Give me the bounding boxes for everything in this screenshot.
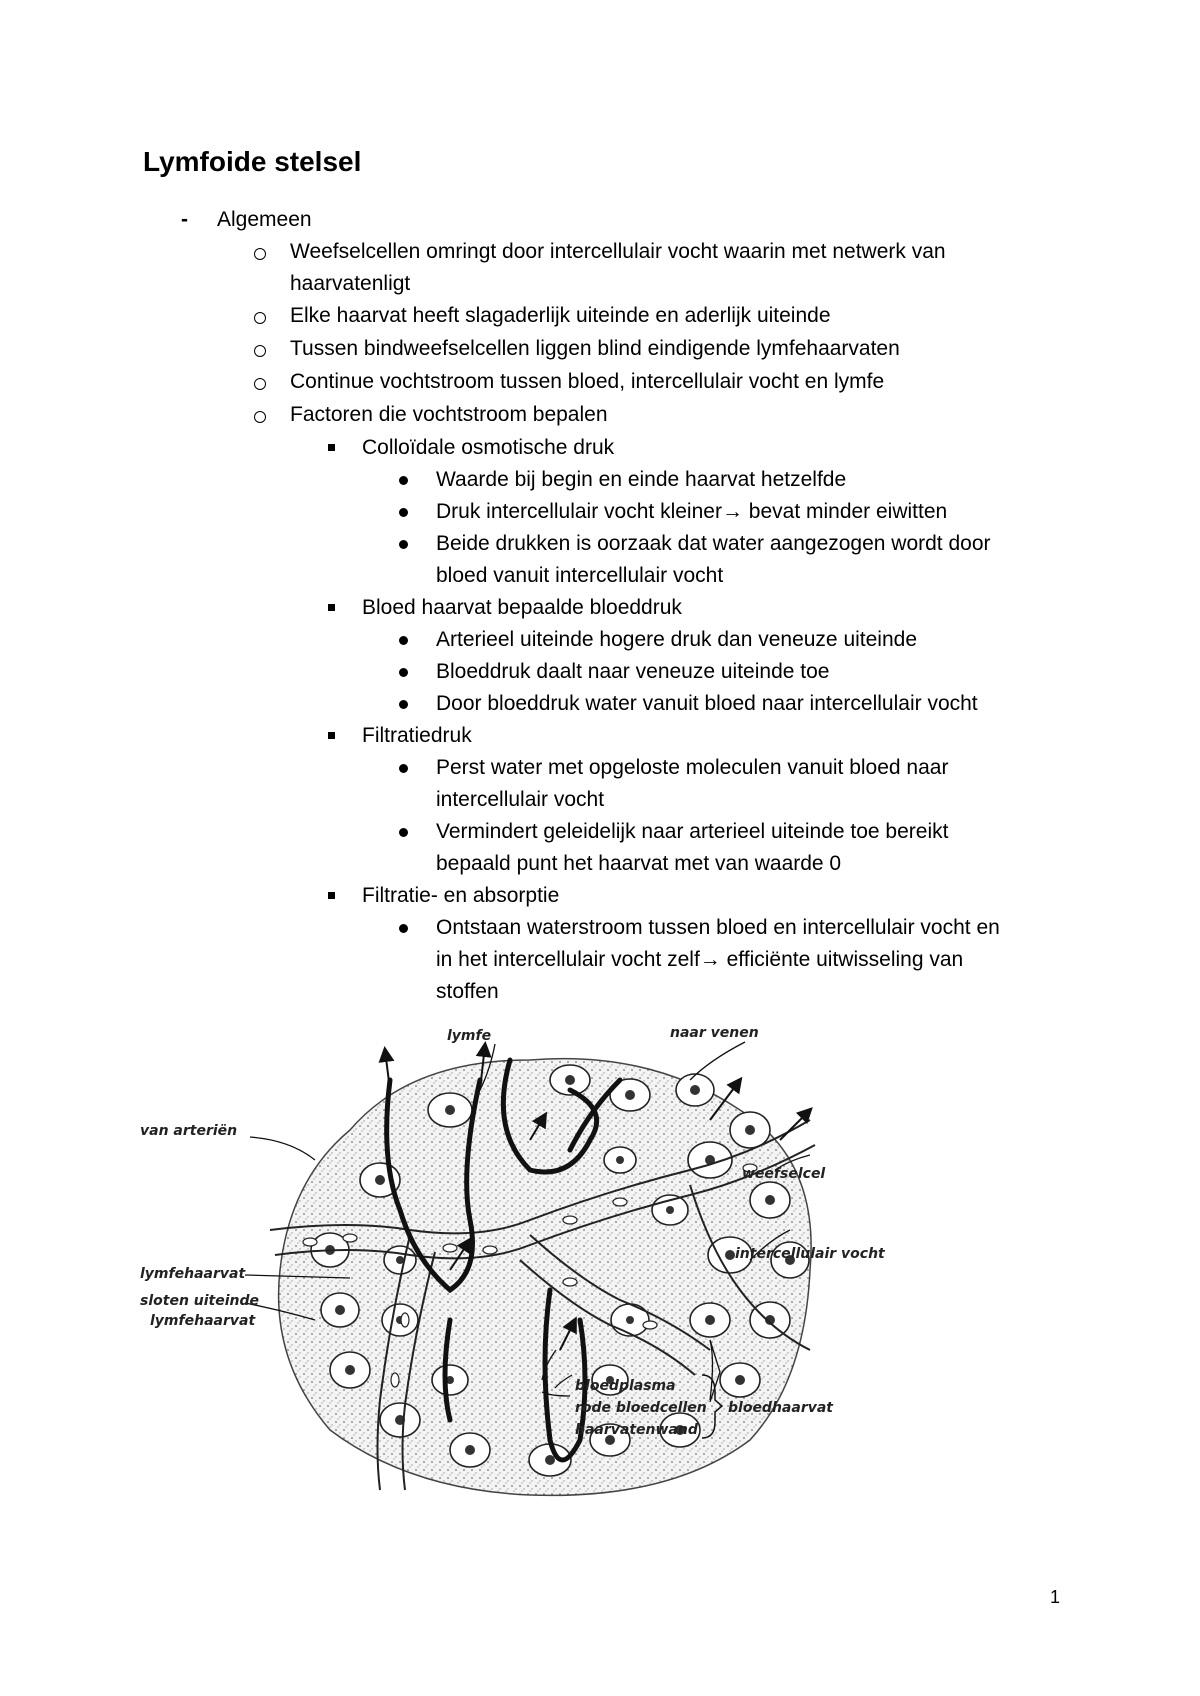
bullet-circle [254,248,266,260]
bullet-circle [254,345,266,357]
label-van-arterien: van arteriën [140,1123,238,1139]
bullet-text: Weefselcellen omringt door intercellulair vocht waarin met netwerk van [290,240,946,263]
bullet-text: Tussen bindweefselcellen liggen blind eindigende lymfehaarvaten [290,337,900,360]
item-text: Druk intercellulair vocht kleiner→ bevat minder eiwitten [436,500,948,523]
item-text: Bloeddruk daalt naar veneuze uiteinde toe [436,660,830,683]
page-number: 1 [1050,1587,1061,1607]
label-naar-venen: naar venen [670,1025,759,1041]
bullet-circle [254,378,266,390]
label-haarvatenwand: haarvatenwand [575,1422,698,1438]
item-text: Vermindert geleidelijk naar arterieel uiteinde toe bereikt [436,820,949,843]
item-text: Arterieel uiteinde hogere druk dan veneuze uiteinde [436,628,918,651]
label-lymfehaarvat: lymfehaarvat [140,1266,246,1282]
bullet-text: Continue vochtstroom tussen bloed, intercellulair vocht en lymfe [290,370,885,393]
item-text: intercellulair vocht [436,788,605,811]
round-bullet [399,924,408,933]
round-bullet [399,828,408,837]
bullet-circle [254,411,266,423]
factor-label: Filtratie- en absorptie [362,884,560,907]
square-bullet [328,444,335,451]
label-intercellulair-vocht: intercellulair vocht [735,1246,885,1262]
item-text: Ontstaan waterstroom tussen bloed en intercellulair vocht en [436,916,1000,939]
round-bullet [399,636,408,645]
square-bullet [328,604,335,611]
item-text: Perst water met opgeloste moleculen vanuit bloed naar [436,756,949,779]
square-bullet [328,892,335,899]
label-gesloten-lymfehaarvat: lymfehaarvat [150,1313,256,1329]
label-rode-bloedcellen: rode bloedcellen [575,1400,707,1416]
item-text: Beide drukken is oorzaak dat water aangezogen wordt door [436,532,991,555]
section-dash: - [181,208,188,231]
item-text: Door bloeddruk water vanuit bloed naar intercellulair vocht [436,692,978,715]
round-bullet [399,700,408,709]
label-bloedhaarvat: bloedhaarvat [728,1400,833,1416]
item-text: stoffen [436,980,499,1003]
label-gesloten-uiteinde: sloten uiteinde [140,1293,260,1309]
square-bullet [328,732,335,739]
item-text: Waarde bij begin en einde haarvat hetzelfde [436,468,847,491]
bullet-text: haarvatenligt [290,272,411,295]
item-text: in het intercellulair vocht zelf→ efficiënte uitwisseling van [436,948,964,971]
label-bloedplasma: bloedplasma [575,1378,676,1394]
bullet-text: Elke haarvat heeft slagaderlijk uiteinde en aderlijk uiteinde [290,304,831,327]
factor-label: Bloed haarvat bepaalde bloeddruk [362,596,682,619]
round-bullet [399,540,408,549]
item-text: bloed vanuit intercellulair vocht [436,564,724,587]
factor-label: Filtratiedruk [362,724,472,747]
round-bullet [399,668,408,677]
label-lymfe: lymfe [447,1028,492,1044]
round-bullet [399,764,408,773]
label-weefselcel: weefselcel [742,1166,826,1182]
bullet-text: Factoren die vochtstroom bepalen [290,403,608,426]
item-text: bepaald punt het haarvat met van waarde 0 [436,852,842,875]
round-bullet [399,476,408,485]
factor-label: Colloïdale osmotische druk [362,436,615,459]
bullet-circle [254,312,266,324]
round-bullet [399,508,408,517]
capillary-diagram [140,1020,950,1580]
page-title: Lymfoide stelsel [143,146,362,177]
section-heading: Algemeen [217,208,312,231]
